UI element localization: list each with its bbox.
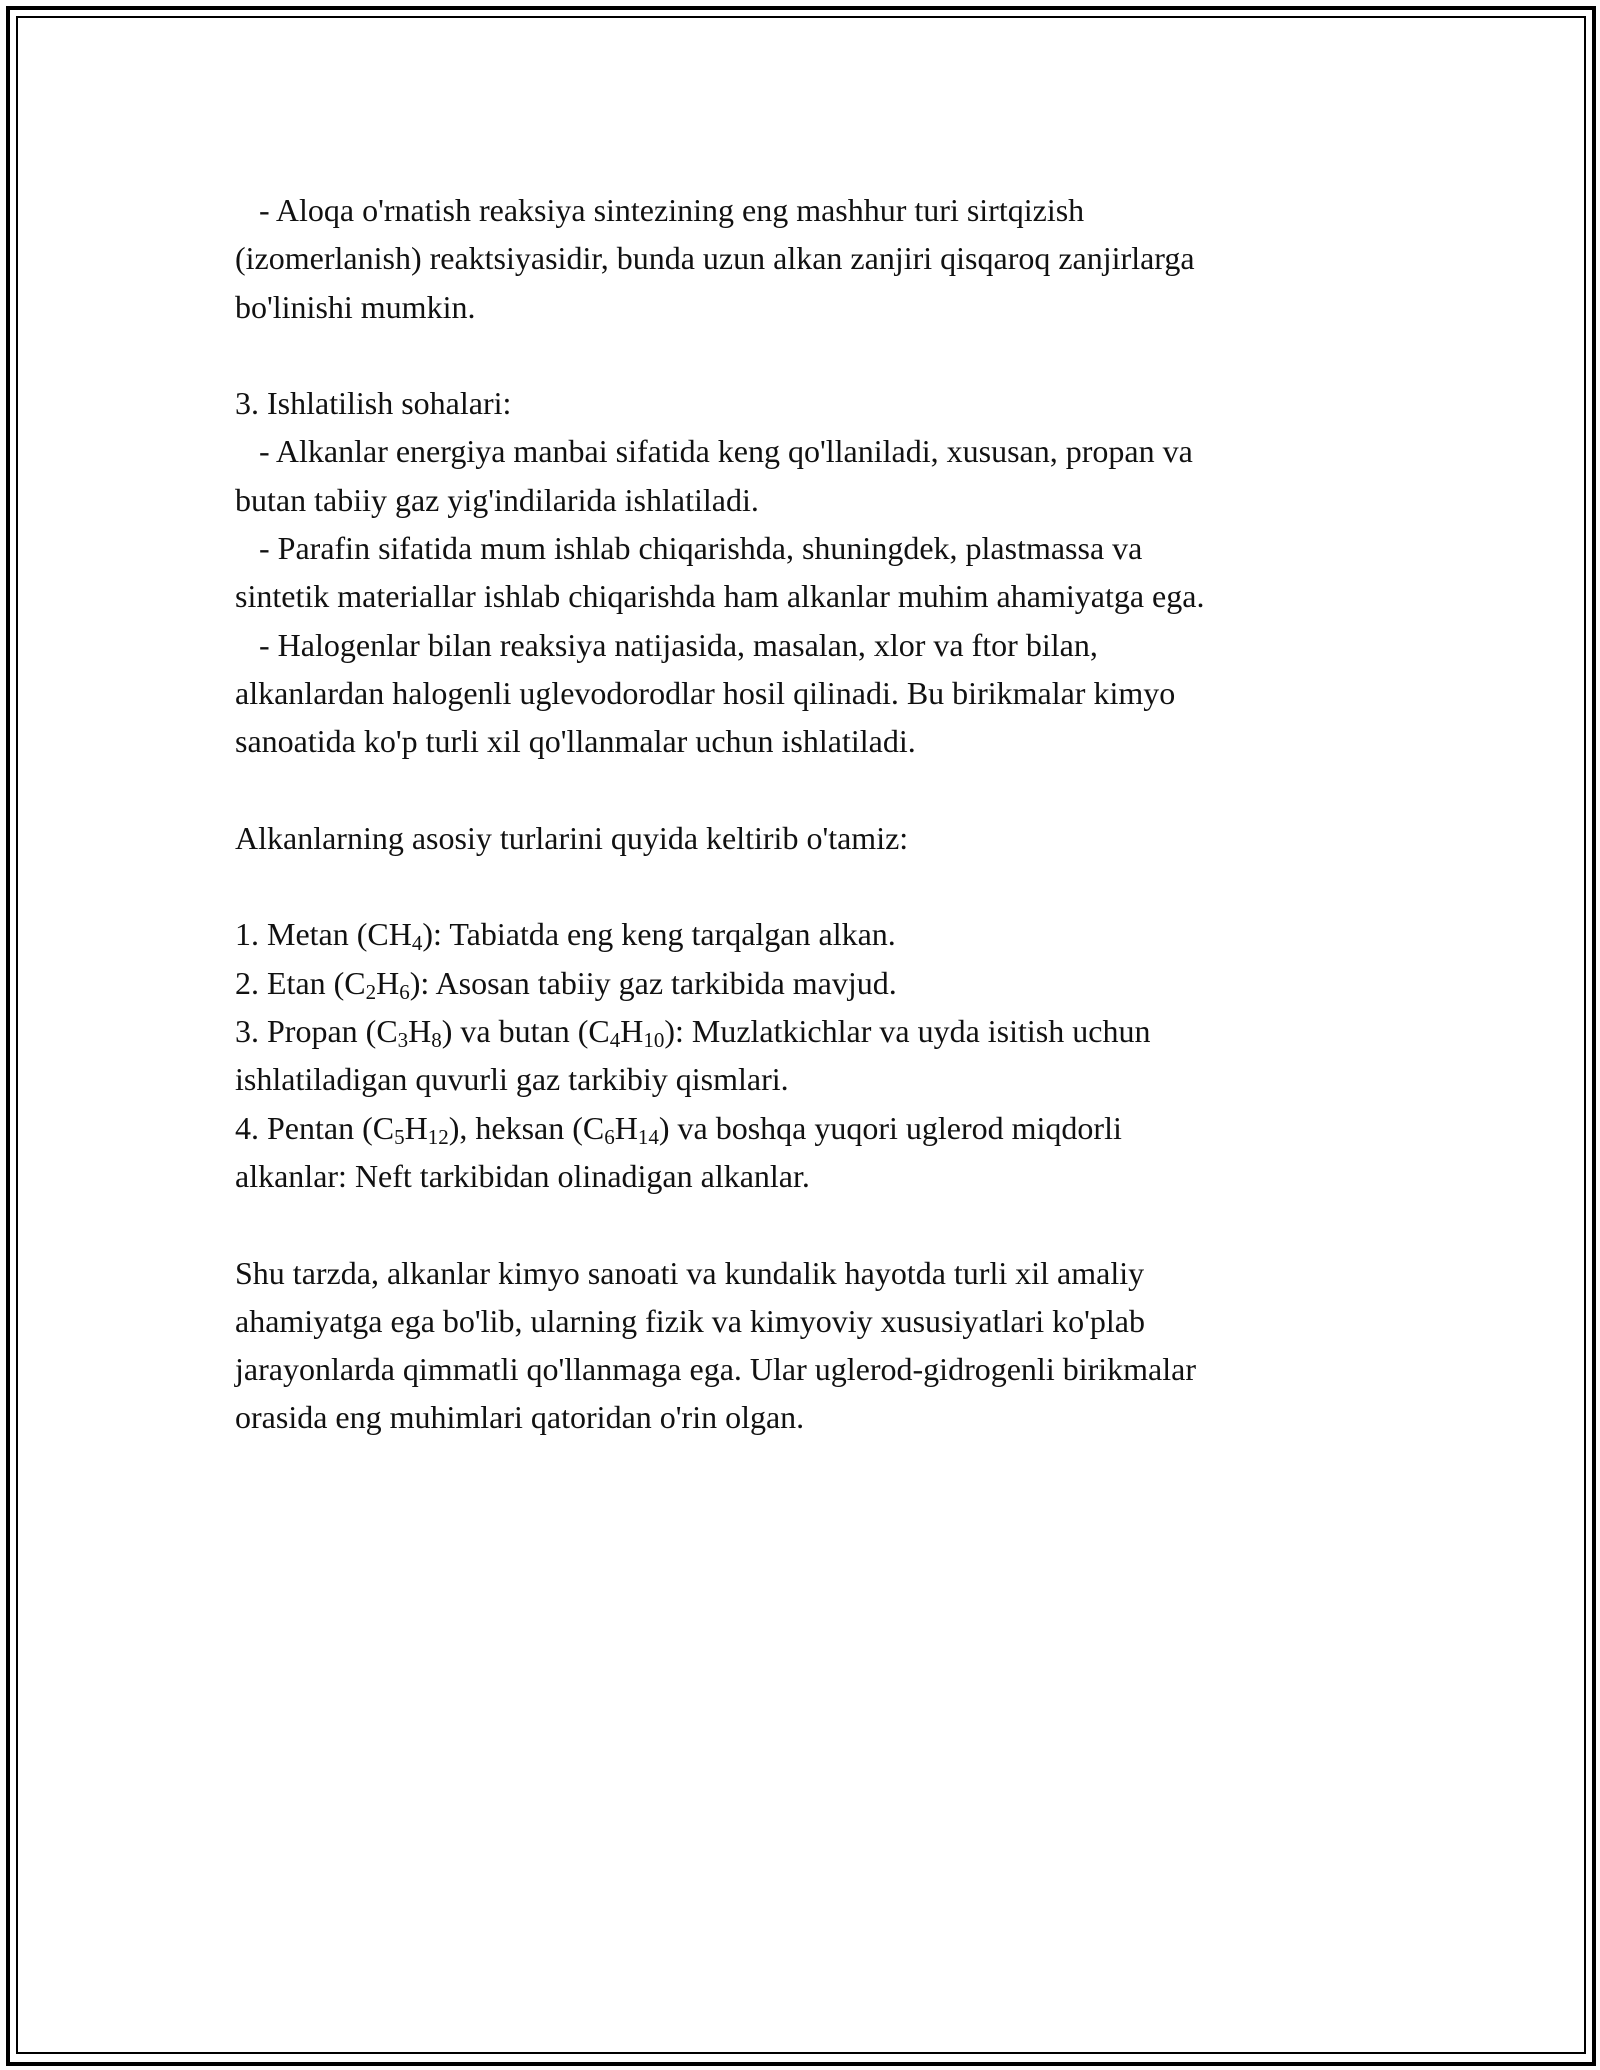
alkane-types-list xyxy=(235,910,1395,1200)
document-body xyxy=(235,186,1395,1442)
text-line: ahamiyatga ega bo'lib, ularning fizik va kimyoviy xususiyatlari ko'plab xyxy=(235,1302,1145,1339)
text-line: - Halogenlar bilan reaksiya natijasida, masalan, xlor va ftor bilan, xyxy=(235,626,1098,663)
text-line: - Parafin sifatida mum ishlab chiqarishda, shuningdek, plastmassa va xyxy=(235,530,1143,567)
blank-line xyxy=(235,862,1395,910)
list-item-metan: 1. Metan $(CH_4)$: Tabiatda eng keng tarqalgan alkan. xyxy=(235,916,896,956)
text-line: - Aloqa o'rnatish reaksiya sintezining eng mashhur turi sirtqizish xyxy=(235,192,1085,228)
blank-line xyxy=(235,766,1395,814)
text-line: (izomerlanish) reaktsiyasidir, bunda uzun alkan zanjiri qisqaroq zanjirlarga xyxy=(235,240,1195,277)
intro-paragraph xyxy=(235,186,1395,331)
text-line: bo'linishi mumkin. xyxy=(235,288,476,325)
list-item-pentan-heksan: 4. Pentan $(C_5H_{12})$, heksan $(C_6H_{14})$ va boshqa yuqori uglerod miqdorli xyxy=(235,1109,1122,1149)
text-line: alkanlardan halogenli uglevodorodlar hosil qilinadi. Bu birikmalar kimyo xyxy=(235,674,1176,711)
list-item-continuation: ishlatiladigan quvurli gaz tarkibiy qismlari. xyxy=(235,1061,789,1098)
text-line: orasida eng muhimlari qatoridan o'rin olgan. xyxy=(235,1399,805,1436)
text-line: butan tabiiy gaz yig'indilarida ishlatiladi. xyxy=(235,481,759,518)
text-line: jarayonlarda qimmatli qo'llanmaga ega. Ular uglerod-gidrogenli birikmalar xyxy=(235,1351,1196,1388)
text-line: - Alkanlar energiya manbai sifatida keng qo'llaniladi, xususan, propan va xyxy=(235,433,1193,470)
text-line: Shu tarzda, alkanlar kimyo sanoati va kundalik hayotda turli xil amaliy xyxy=(235,1254,1145,1291)
text-line: sanoatida ko'p turli xil qo'llanmalar uchun ishlatiladi. xyxy=(235,723,916,760)
types-intro: Alkanlarning asosiy turlarini quyida keltirib o'tamiz: xyxy=(235,819,909,856)
blank-line xyxy=(235,1200,1395,1248)
section-heading: 3. Ishlatilish sohalari: xyxy=(235,385,512,422)
text-line: sintetik materiallar ishlab chiqarishda ham alkanlar muhim ahamiyatga ega. xyxy=(235,578,1205,615)
list-item-etan: 2. Etan $(C_2H_6)$: Asosan tabiiy gaz tarkibida mavjud. xyxy=(235,964,897,1004)
section-3 xyxy=(235,379,1395,765)
list-item-continuation: alkanlar: Neft tarkibidan olinadigan alkanlar. xyxy=(235,1157,810,1194)
list-item-propan-butan: 3. Propan $(C_3H_8)$ va butan $(C_4H_{10})$: Muzlatkichlar va uyda isitish uchun xyxy=(235,1013,1151,1053)
conclusion-paragraph xyxy=(235,1249,1395,1442)
blank-line xyxy=(235,331,1395,379)
